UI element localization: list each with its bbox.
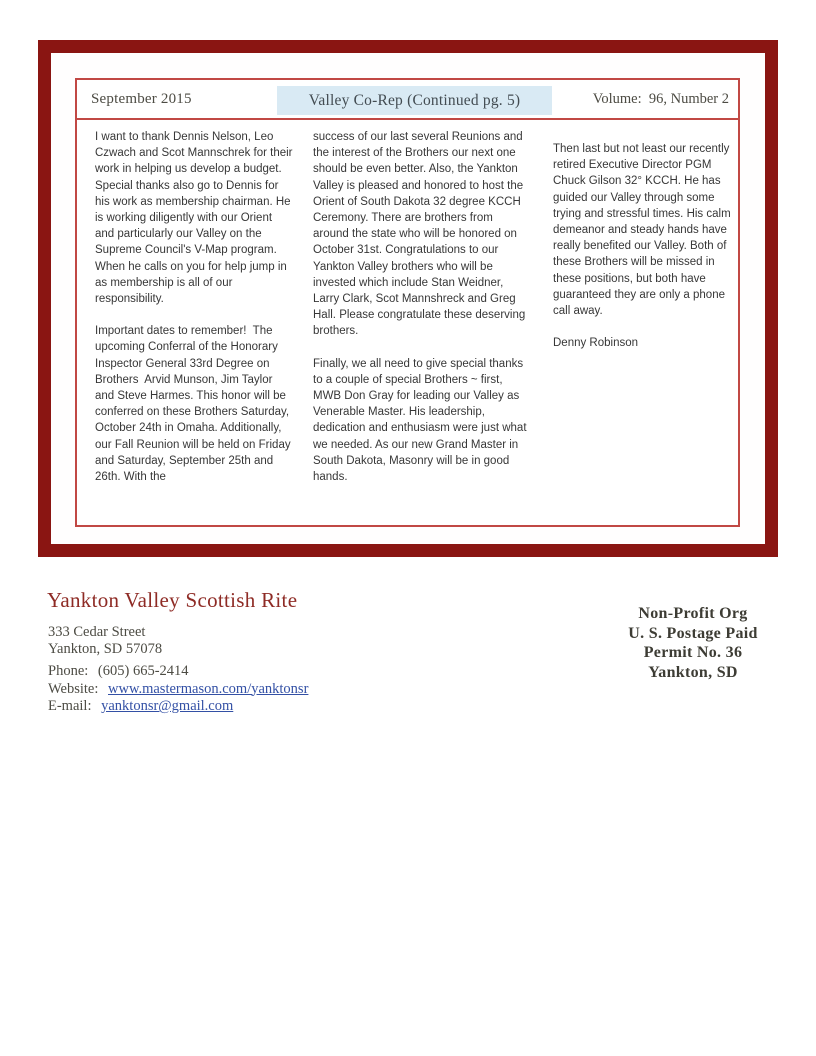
postage-line-paid: U. S. Postage Paid — [628, 624, 758, 642]
website-label: Website: — [48, 680, 99, 697]
article-header — [77, 80, 738, 120]
postage-line-city: Yankton, SD — [648, 663, 738, 681]
address-block — [48, 624, 162, 658]
volume-number: Volume: 96, Number 2 — [592, 91, 729, 107]
paragraph: I want to thank Dennis Nelson, Leo Czwach and Scot Mannschrek for their work in helping us develop a budget. Special thanks also go to Dennis for his work as membership chairman. He is working diligently with our Orient and particularly our Valley on the Supreme Council's V-Map program. When he calls on you for help jump in as membership is all of our responsibility. — [95, 131, 296, 306]
email-line — [48, 698, 308, 716]
paragraph: Then last but not least our recently retired Executive Director PGM Chuck Gilson 32° KCCH. He has guided our Valley through some trying and stressful times. His calm demeanor and steady hands have really benefited our Valley. Both of these Brothers will be missed in these positions, but both have guaranteed they are only a phone call away. — [553, 143, 734, 318]
website-line — [48, 681, 308, 699]
email-link[interactable]: yanktonsr@gmail.com — [101, 698, 234, 714]
address-line-city: Yankton, SD 57078 — [48, 641, 163, 657]
paragraph: success of our last several Reunions and the interest of the Brothers our next one should be even better. Also, the Yankton Valley is pleased and honored to host the Orient of South Dakota 32 degree KCCH Ceremony. There are brothers from around the state who will be honored on October 31st. Congratulations to our Yankton Valley brothers who will be invested which include Stan Weidner, Larry Clark, Scot Mannshreck and Greg Hall. Please congratulate these deserving brothers. — [313, 131, 529, 338]
phone-number: (605) 665-2414 — [97, 663, 189, 679]
newsletter-frame — [38, 40, 778, 557]
postage-line-org: Non-Profit Org — [638, 605, 748, 622]
address-line-street: 333 Cedar Street — [48, 624, 146, 640]
article-box — [75, 78, 740, 527]
issue-date: September 2015 — [91, 91, 192, 107]
email-label: E-mail: — [48, 698, 92, 714]
article-column-2 — [313, 129, 529, 501]
phone-line — [48, 663, 308, 681]
phone-label: Phone: — [48, 663, 89, 679]
contact-block — [48, 663, 308, 716]
signature: Denny Robinson — [553, 337, 639, 350]
paragraph: Finally, we all need to give special thanks to a couple of special Brothers ~ first, MWB Don Gray for leading our Valley as Venerable Master. His leadership, dedication and enthusiasm were just what we needed. As our new Grand Master in South Dakota, Masonry will be in good hands. — [313, 357, 530, 484]
paragraph: Important dates to remember! The upcoming Conferral of the Honorary Inspector General 33rd Degree on Brothers Arvid Munson, Jim Taylor and Steve Harmes. This honor will be conferred on these Brothers Saturday, October 24th in Omaha. Additionally, our Fall Reunion will be held on Friday and Saturday, September 25th and 26th. With the — [95, 325, 294, 484]
organization-name: Yankton Valley Scottish Rite — [47, 588, 298, 612]
website-link[interactable]: www.mastermason.com/yanktonsr — [108, 680, 309, 697]
postage-line-permit: Permit No. 36 — [643, 644, 743, 661]
article-column-1 — [95, 129, 296, 501]
article-column-3 — [553, 129, 733, 501]
article-body — [77, 120, 738, 501]
postage-indicia — [585, 604, 801, 682]
article-title: Valley Co-Rep (Continued pg. 5) — [277, 86, 552, 115]
